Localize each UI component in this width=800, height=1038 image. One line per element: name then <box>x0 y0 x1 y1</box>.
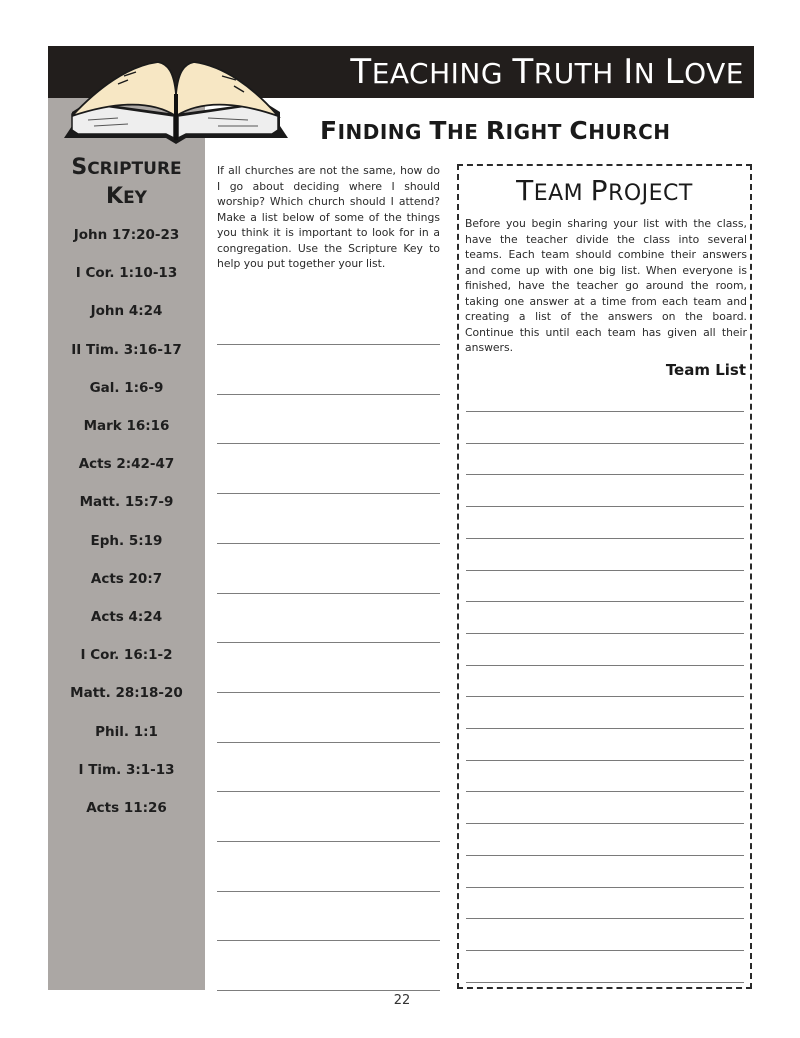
page-title-cap: T <box>429 116 447 145</box>
header-title-cap: T <box>350 52 372 92</box>
page-title-part: HURCH <box>588 120 671 144</box>
header-title-cap: T <box>512 52 534 92</box>
team-list-line[interactable] <box>466 918 744 919</box>
team-title-part: EAM <box>533 181 591 206</box>
scripture-key-title-part: CRIPTURE <box>87 159 182 179</box>
answer-line[interactable] <box>217 791 440 792</box>
team-list-line[interactable] <box>466 538 744 539</box>
answer-line[interactable] <box>217 742 440 743</box>
answer-line[interactable] <box>217 344 440 345</box>
team-list-line[interactable] <box>466 665 744 666</box>
team-list-line[interactable] <box>466 696 744 697</box>
scripture-reference: Acts 4:24 <box>90 609 163 625</box>
team-list-line[interactable] <box>466 633 744 634</box>
answer-line[interactable] <box>217 692 440 693</box>
answer-line[interactable] <box>217 593 440 594</box>
scripture-key-title-cap: S <box>71 155 88 180</box>
scripture-reference: Mark 16:16 <box>83 418 170 434</box>
team-list-line[interactable] <box>466 950 744 951</box>
scripture-reference: I Tim. 3:1-13 <box>78 761 175 778</box>
scripture-key-title-line <box>48 154 205 183</box>
scripture-reference: Phil. 1:1 <box>95 723 158 740</box>
team-list-line[interactable] <box>466 728 744 729</box>
scripture-reference: Matt. 28:18-20 <box>70 685 183 702</box>
team-list-line[interactable] <box>466 855 744 856</box>
team-list-label: Team List <box>665 361 746 379</box>
header-title-part: EACHING <box>371 57 513 90</box>
team-project-title <box>457 174 752 207</box>
answer-line[interactable] <box>217 394 440 395</box>
scripture-reference: Acts 20:7 <box>90 570 163 587</box>
header-title-cap: I <box>623 52 634 92</box>
scripture-key-title-cap: K <box>106 184 124 209</box>
scripture-key-title-part: EY <box>123 188 147 208</box>
team-list-line[interactable] <box>466 474 744 475</box>
header-title-part: RUTH <box>533 57 624 90</box>
scripture-reference: I Cor. 16:1-2 <box>80 647 173 664</box>
answer-line[interactable] <box>217 990 440 991</box>
team-list-line[interactable] <box>466 823 744 824</box>
team-list-line[interactable] <box>466 982 744 983</box>
team-list-line[interactable] <box>466 887 744 888</box>
page-title-cap: R <box>485 116 506 145</box>
page-title-part: IGHT <box>505 120 570 144</box>
header-title-part: OVE <box>684 57 744 90</box>
page-number: 22 <box>393 993 411 1008</box>
header-title <box>350 52 744 94</box>
answer-line[interactable] <box>217 543 440 544</box>
scripture-reference: Acts 2:42-47 <box>78 456 175 473</box>
page-title-part: HE <box>446 120 486 144</box>
scripture-reference: I Cor. 1:10-13 <box>75 265 178 282</box>
team-project-instructions: Before you begin sharing your list with the class, have the teacher divide the class into several teams. Each team should combine their answers and come up with one big list. When everyone is finished, have the teacher go around the room, taking one answer at a time from each team and creating a list of the answers on the board. Continue this until each team has given all their answers. <box>465 217 747 354</box>
answer-line[interactable] <box>217 891 440 892</box>
scripture-key-title <box>48 154 205 212</box>
intro-paragraph: If all churches are not the same, how do I go about deciding where I should worship? Which church should I attend? Make a list below of some of the things you think it is important to look for in a congregation. Use the Scripture Key to help you put together your list. <box>217 164 440 270</box>
page-title-part: INDING <box>337 120 430 144</box>
page-title-cap: F <box>320 116 338 145</box>
answer-line[interactable] <box>217 443 440 444</box>
page-title <box>320 116 740 145</box>
answer-line[interactable] <box>217 940 440 941</box>
scripture-reference: Gal. 1:6-9 <box>89 379 164 396</box>
header-title-part: N <box>633 57 665 90</box>
team-list-line[interactable] <box>466 411 744 412</box>
scripture-reference: John 17:20-23 <box>73 227 180 243</box>
answer-line[interactable] <box>217 642 440 643</box>
team-list-line[interactable] <box>466 443 744 444</box>
team-list-line[interactable] <box>466 791 744 792</box>
page-title-cap: C <box>569 116 589 145</box>
team-list-line[interactable] <box>466 506 744 507</box>
scripture-reference: Matt. 15:7-9 <box>79 494 174 511</box>
answer-line[interactable] <box>217 841 440 842</box>
scripture-reference: II Tim. 3:16-17 <box>71 341 182 358</box>
team-list-line[interactable] <box>466 570 744 571</box>
scripture-key-title-line <box>48 183 205 212</box>
scripture-reference: John 4:24 <box>90 303 163 320</box>
scripture-reference: Eph. 5:19 <box>90 532 163 549</box>
header-title-cap: L <box>664 52 685 92</box>
scripture-reference: Acts 11:26 <box>86 800 167 816</box>
team-title-part: ROJECT <box>608 181 693 206</box>
answer-line[interactable] <box>217 493 440 494</box>
open-book-icon <box>58 54 290 146</box>
team-title-cap: P <box>590 174 609 207</box>
team-title-cap: T <box>516 174 534 207</box>
team-list-line[interactable] <box>466 760 744 761</box>
team-list-line[interactable] <box>466 601 744 602</box>
